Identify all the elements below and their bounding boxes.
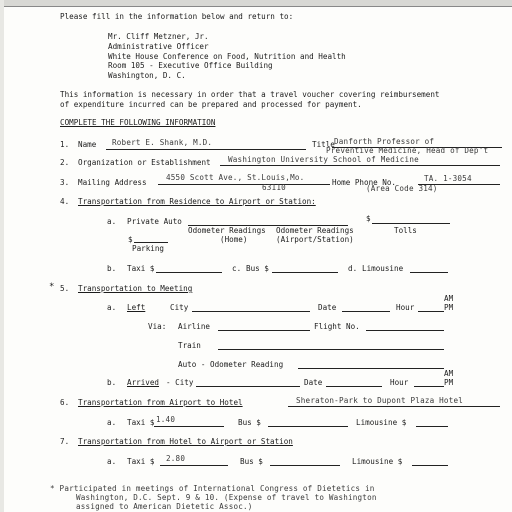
limousine-line [412,465,448,466]
intro-text: Please fill in the information below and return to: [60,12,294,21]
field-6-number: 6. [60,398,70,407]
organization-line [220,165,500,166]
organization-value[interactable]: Washington University School of Medicine [228,155,419,164]
parking-line [134,242,168,243]
organization-label: Organization or Establishment [78,158,211,167]
arrived-am-label: AM [444,369,454,378]
address-line: Administrative Officer [108,42,209,51]
arrived-city-line [196,386,300,387]
notice-line: This information is necessary in order that a travel voucher covering reimbursement [60,90,440,99]
limousine-line [410,272,448,273]
footnote-line: assigned to American Dietetic Assoc.) [76,502,253,511]
area-code-value[interactable]: (Area Code 314) [366,184,438,193]
asterisk-mark: * [49,282,55,292]
left-date-line [342,311,390,312]
arrived-date-line [326,386,382,387]
home-phone-label: Home Phone No. [332,178,397,187]
address-line: Mr. Cliff Metzner, Jr. [108,32,209,41]
item-a-label: a. [107,457,117,466]
odometer-airport-label: Odometer Readings [276,226,354,235]
scan-top-edge [0,0,512,7]
taxi-label: Taxi $ [127,457,155,466]
field-4-number: 4. [60,197,70,206]
arrived-hour-label: Hour [390,378,409,387]
name-line [106,149,306,150]
parking-label: Parking [132,244,165,253]
field-7-number: 7. [60,437,70,446]
auto-odometer-label: Auto - Odometer Reading [178,360,284,369]
transport-meeting-label: Transportation to Meeting [78,284,193,293]
airline-line [218,330,310,331]
flight-no-line [366,330,444,331]
airport-hotel-value[interactable]: Sheraton-Park to Dupont Plaza Hotel [296,396,464,405]
footnote-line: Washington, D.C. Sept. 9 & 10. (Expense of travel to Washington [76,493,377,502]
train-label: Train [178,341,201,350]
airport-hotel-line [288,406,500,407]
footnote-line: * Participated in meetings of International Congress of Dietetics in [50,484,375,493]
bus-label: Bus $ [246,264,269,273]
tolls-line [372,223,450,224]
left-date-label: Date [318,303,337,312]
left-city-label: City [170,303,189,312]
taxi-line [156,272,222,273]
name-value[interactable]: Robert E. Shank, M.D. [112,138,213,147]
airport-hotel-label: Transportation from Airport to Hotel [78,398,243,407]
left-hour-line [418,311,444,312]
name-label: Name [78,140,97,149]
left-am-label: AM [444,294,454,303]
scan-left-edge [0,0,4,512]
title-value-2[interactable]: Preventive Medicine, Head of Dep't [326,146,489,155]
limousine-label: Limousine $ [352,457,403,466]
arrived-pm-label: PM [444,378,454,387]
hotel-airport-label: Transportation from Hotel to Airport or Station [78,437,293,446]
bus-label: Bus $ [238,418,261,427]
section-heading: COMPLETE THE FOLLOWING INFORMATION [60,118,216,127]
item-a-label: a. [107,217,117,226]
field-3-number: 3. [60,178,70,187]
field-2-number: 2. [60,158,70,167]
home-phone-value[interactable]: TA. 1-3054 [424,174,472,183]
field-5-number: 5. [60,284,70,293]
private-auto-label: Private Auto [127,217,182,226]
parking-dollar: $ [128,235,133,244]
via-label: Via: [148,322,167,331]
bus-label: Bus $ [240,457,263,466]
mailing-address-label: Mailing Address [78,178,147,187]
arrived-hour-line [414,386,444,387]
mailing-address-line [158,184,330,185]
mailing-zip-value[interactable]: 63110 [262,183,286,192]
auto-odometer-line [298,368,444,369]
item-a-label: a. [107,303,117,312]
airport-station-label: (Airport/Station) [276,235,354,244]
tolls-label: Tolls [394,226,417,235]
taxi-line [154,426,224,427]
home-label: (Home) [220,235,248,244]
taxi-line [160,465,228,466]
item-d-label: d. [348,264,358,273]
flight-no-label: Flight No. [314,322,360,331]
arrived-label: Arrived [127,378,160,387]
left-label: Left [127,303,146,312]
taxi-value[interactable]: 1.40 [156,415,176,424]
bus-line [270,465,340,466]
title-label: Title [312,140,335,149]
notice-line: of expenditure incurred can be prepared and processed for payment. [60,100,362,109]
airline-label: Airline [178,322,211,331]
arrived-date-label: Date [304,378,323,387]
bus-line [272,272,338,273]
left-pm-label: PM [444,303,454,312]
bus-line [268,426,348,427]
item-c-label: c. [232,264,242,273]
address-line: Room 105 - Executive Office Building [108,61,273,70]
arrived-city-label: - City [166,378,194,387]
left-city-line [192,311,310,312]
item-a-label: a. [107,418,117,427]
field-1-number: 1. [60,140,70,149]
left-hour-label: Hour [396,303,415,312]
train-line [218,349,444,350]
address-line: Washington, D. C. [108,71,186,80]
mailing-address-value[interactable]: 4550 Scott Ave., St.Louis,Mo. [166,173,305,182]
odometer-home-label: Odometer Readings [188,226,266,235]
limousine-line [416,426,448,427]
taxi-value[interactable]: 2.80 [166,454,186,463]
tolls-dollar: $ [366,214,371,223]
taxi-label: Taxi $ [127,418,155,427]
title-value-1[interactable]: Danforth Professor of [334,137,435,146]
limousine-label: Limousine $ [356,418,407,427]
limousine-label: Limousine [362,264,404,273]
item-b-label: b. [107,264,117,273]
address-line: White House Conference on Food, Nutrition and Health [108,52,346,61]
transport-residence-label: Transportation from Residence to Airport or Station: [78,197,316,206]
item-b-label: b. [107,378,117,387]
taxi-label: Taxi $ [127,264,155,273]
